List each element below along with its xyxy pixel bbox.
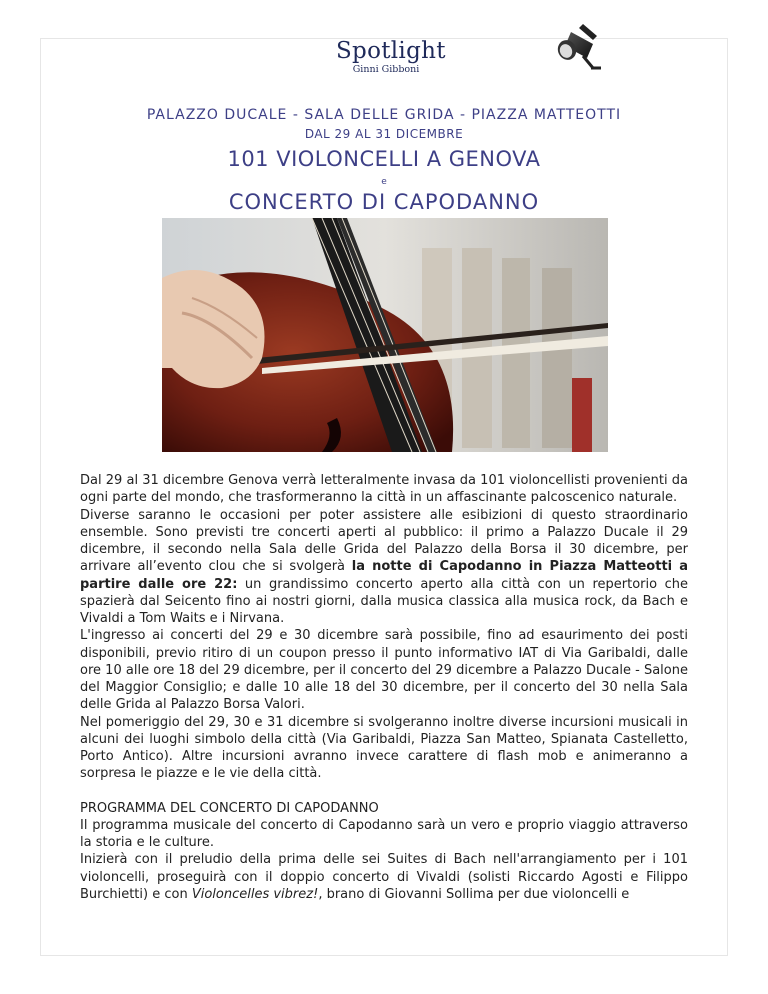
cello-photo [162,218,608,452]
event-title: 101 VIOLONCELLI A GENOVA [227,147,541,171]
paragraph-intro: Dal 29 al 31 dicembre Genova verrà letteralmente invasa da 101 violoncellisti provenienti da ogni parte del mondo, che trasformeranno la città in un affascinante palcoscenico naturale. [80,473,688,506]
concerts-text-a: Diverse saranno le occasioni per poter assistere alle esibizioni di questo straordinario ensemble. Sono previsti tre concerti aperti al pubblico: il primo a Palazzo Ducale il 29 dicembre, il secondo nella Sala delle Grida del Palazzo della Borsa il 30 dicembre, per arrivare all’evento clou che si svolgerà [80,507,688,575]
concerts-highlight: la notte di Capodanno in Piazza Matteotti a partire dalle ore 22: [80,559,689,592]
paragraph-program: Il programma musicale del concerto di Capodanno sarà un vero e proprio viaggio attraverso la storia e le culture. [80,817,688,850]
logo-subtitle: Ginni Gibboni [352,64,420,75]
paragraph-program-detail [80,851,688,903]
event-subtitle: CONCERTO DI CAPODANNO [228,190,540,214]
spotlight-logo [336,38,446,75]
spotlight-lamp-icon [553,22,605,72]
piece-title: Violoncelles vibrez! [191,886,319,902]
logo-title: Spotlight [336,38,446,64]
concerts-text-b: un grandissimo concerto aperto alla città con un repertorio che spazierà dal Seicento fino ai nostri giorni, dalla musica classica alla musica rock, da Bach e Vivaldi a Tom Waits e i Nirvana. [80,576,688,626]
program-heading: PROGRAMMA DEL CONCERTO DI CAPODANNO [80,800,379,816]
paragraph-incursions: Nel pomeriggio del 29, 30 e 31 dicembre si svolgeranno inoltre diverse incursioni musicali in alcuni dei luoghi simbolo della città (Via Garibaldi, Piazza San Matteo, Spianata Castelletto, Porto Antico). Altre incursioni avranno invece carattere di flash mob e animeranno a sorpresa le piazze e le vie della città. [80,714,688,782]
event-location: PALAZZO DUCALE - SALA DELLE GRIDA - PIAZZA MATTEOTTI [146,107,622,123]
spacer [80,783,688,800]
program-text-a: Inizierà con il preludio della prima delle sei Suites di Bach nell'arrangiamento per i 101 violoncelli, proseguirà con il doppio concerto di Vivaldi (solisti Riccardo Agosti e Filippo Burchietti) e con [80,852,688,902]
program-text-b: , brano di Giovanni Sollima per due violoncelli e [318,886,630,902]
title-conjunction: e [381,177,387,187]
event-dates: DAL 29 AL 31 DICEMBRE [304,127,464,141]
article-body [80,472,688,903]
paragraph-tickets: L'ingresso ai concerti del 29 e 30 dicembre sarà possibile, fino ad esaurimento dei posti disponibili, previo ritiro di un coupon presso il punto informativo IAT di Via Garibaldi, dalle ore 10 alle ore 18 del 29 dicembre, per il concerto del 29 dicembre a Palazzo Ducale - Salone del Maggior Consiglio; e dalle 10 alle 18 del 30 dicembre, per il concerto del 30 nella Sala delle Grida al Palazzo Borsa Valori. [80,628,688,713]
paragraph-concerts [80,507,688,628]
